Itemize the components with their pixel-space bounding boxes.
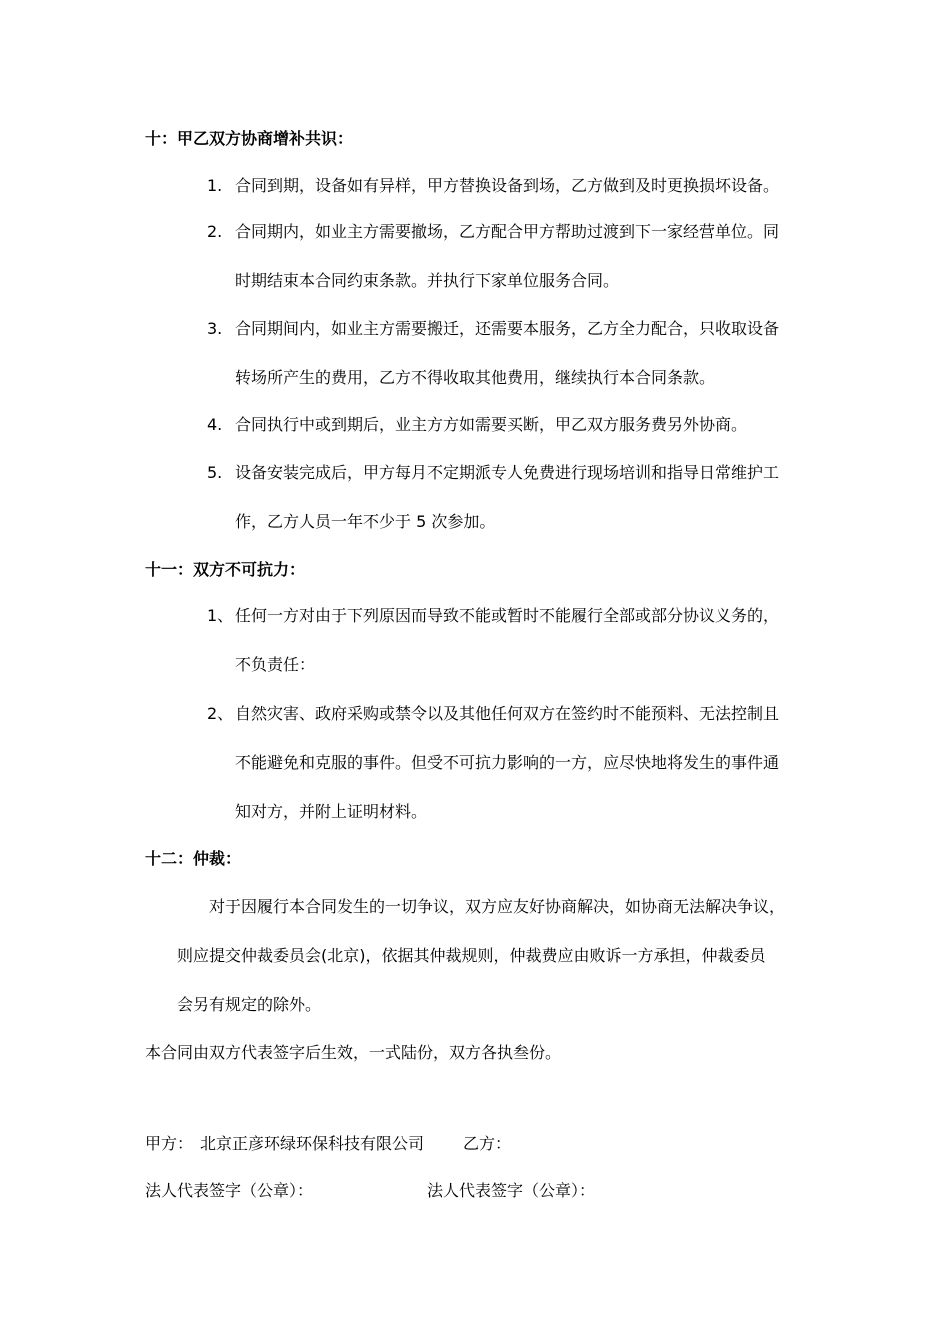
section-12-heading: 十二：仲裁： xyxy=(145,849,242,868)
s12-paragraph-line-1: 对于因履行本合同发生的一切争议，双方应友好协商解决，如协商无法解决争议， xyxy=(209,897,786,916)
s10-item-3-line-1: 合同期间内，如业主方需要搬迁，还需要本服务，乙方全力配合，只收取设备 xyxy=(235,319,780,338)
s10-item-2-line-2: 时期结束本合同约束条款。并执行下家单位服务合同。 xyxy=(235,271,620,290)
s10-item-4-line-1: 合同执行中或到期后，业主方方如需要买断，甲乙双方服务费另外协商。 xyxy=(235,415,748,434)
s11-item-2-number: 2、 xyxy=(207,704,234,723)
s10-item-1-line-1: 合同到期，设备如有异样，甲方替换设备到场，乙方做到及时更换损坏设备。 xyxy=(235,176,780,195)
section-11-heading: 十一：双方不可抗力： xyxy=(145,560,306,579)
party-a-signature-label: 法人代表签字（公章）： xyxy=(145,1181,314,1200)
s10-item-3-line-2: 转场所产生的费用，乙方不得收取其他费用，继续执行本合同条款。 xyxy=(235,368,716,387)
s12-paragraph-line-2: 则应提交仲裁委员会(北京)，依据其仲裁规则，仲裁费应由败诉一方承担，仲裁委员 xyxy=(177,946,766,965)
s10-item-2-line-1: 合同期内，如业主方需要撤场，乙方配合甲方帮助过渡到下一家经营单位。同 xyxy=(235,222,780,241)
s11-item-1-number: 1、 xyxy=(207,606,234,625)
s11-item-1-line-2: 不负责任： xyxy=(235,655,316,674)
section-10-heading: 十：甲乙双方协商增补共识： xyxy=(145,129,354,148)
s11-item-2-line-2: 不能避免和克服的事件。但受不可抗力影响的一方，应尽快地将发生的事件通 xyxy=(235,753,780,772)
s10-item-5-line-2: 作，乙方人员一年不少于 5 次参加。 xyxy=(235,512,496,531)
s11-item-2-line-1: 自然灾害、政府采购或禁令以及其他任何双方在签约时不能预料、无法控制且 xyxy=(235,704,780,723)
s10-item-2-number: 2. xyxy=(207,222,223,241)
s11-item-1-line-1: 任何一方对由于下列原因而导致不能或暂时不能履行全部或部分协议义务的， xyxy=(235,606,780,625)
s10-item-3-number: 3. xyxy=(207,319,223,338)
party-b-signature-label: 法人代表签字（公章）： xyxy=(427,1181,596,1200)
s10-item-1-number: 1. xyxy=(207,176,223,195)
s12-paragraph-line-3: 会另有规定的除外。 xyxy=(177,995,322,1014)
s11-item-2-line-3: 知对方，并附上证明材料。 xyxy=(235,802,428,821)
closing-statement: 本合同由双方代表签字后生效，一式陆份，双方各执叁份。 xyxy=(145,1043,562,1062)
s10-item-5-number: 5. xyxy=(207,463,223,482)
s10-item-4-number: 4. xyxy=(207,415,223,434)
party-a-name: 北京正彦环绿环保科技有限公司 xyxy=(200,1134,425,1153)
party-a-label: 甲方： xyxy=(145,1134,194,1153)
s10-item-5-line-1: 设备安装完成后，甲方每月不定期派专人免费进行现场培训和指导日常维护工 xyxy=(235,463,780,482)
party-b-label: 乙方： xyxy=(463,1134,512,1153)
